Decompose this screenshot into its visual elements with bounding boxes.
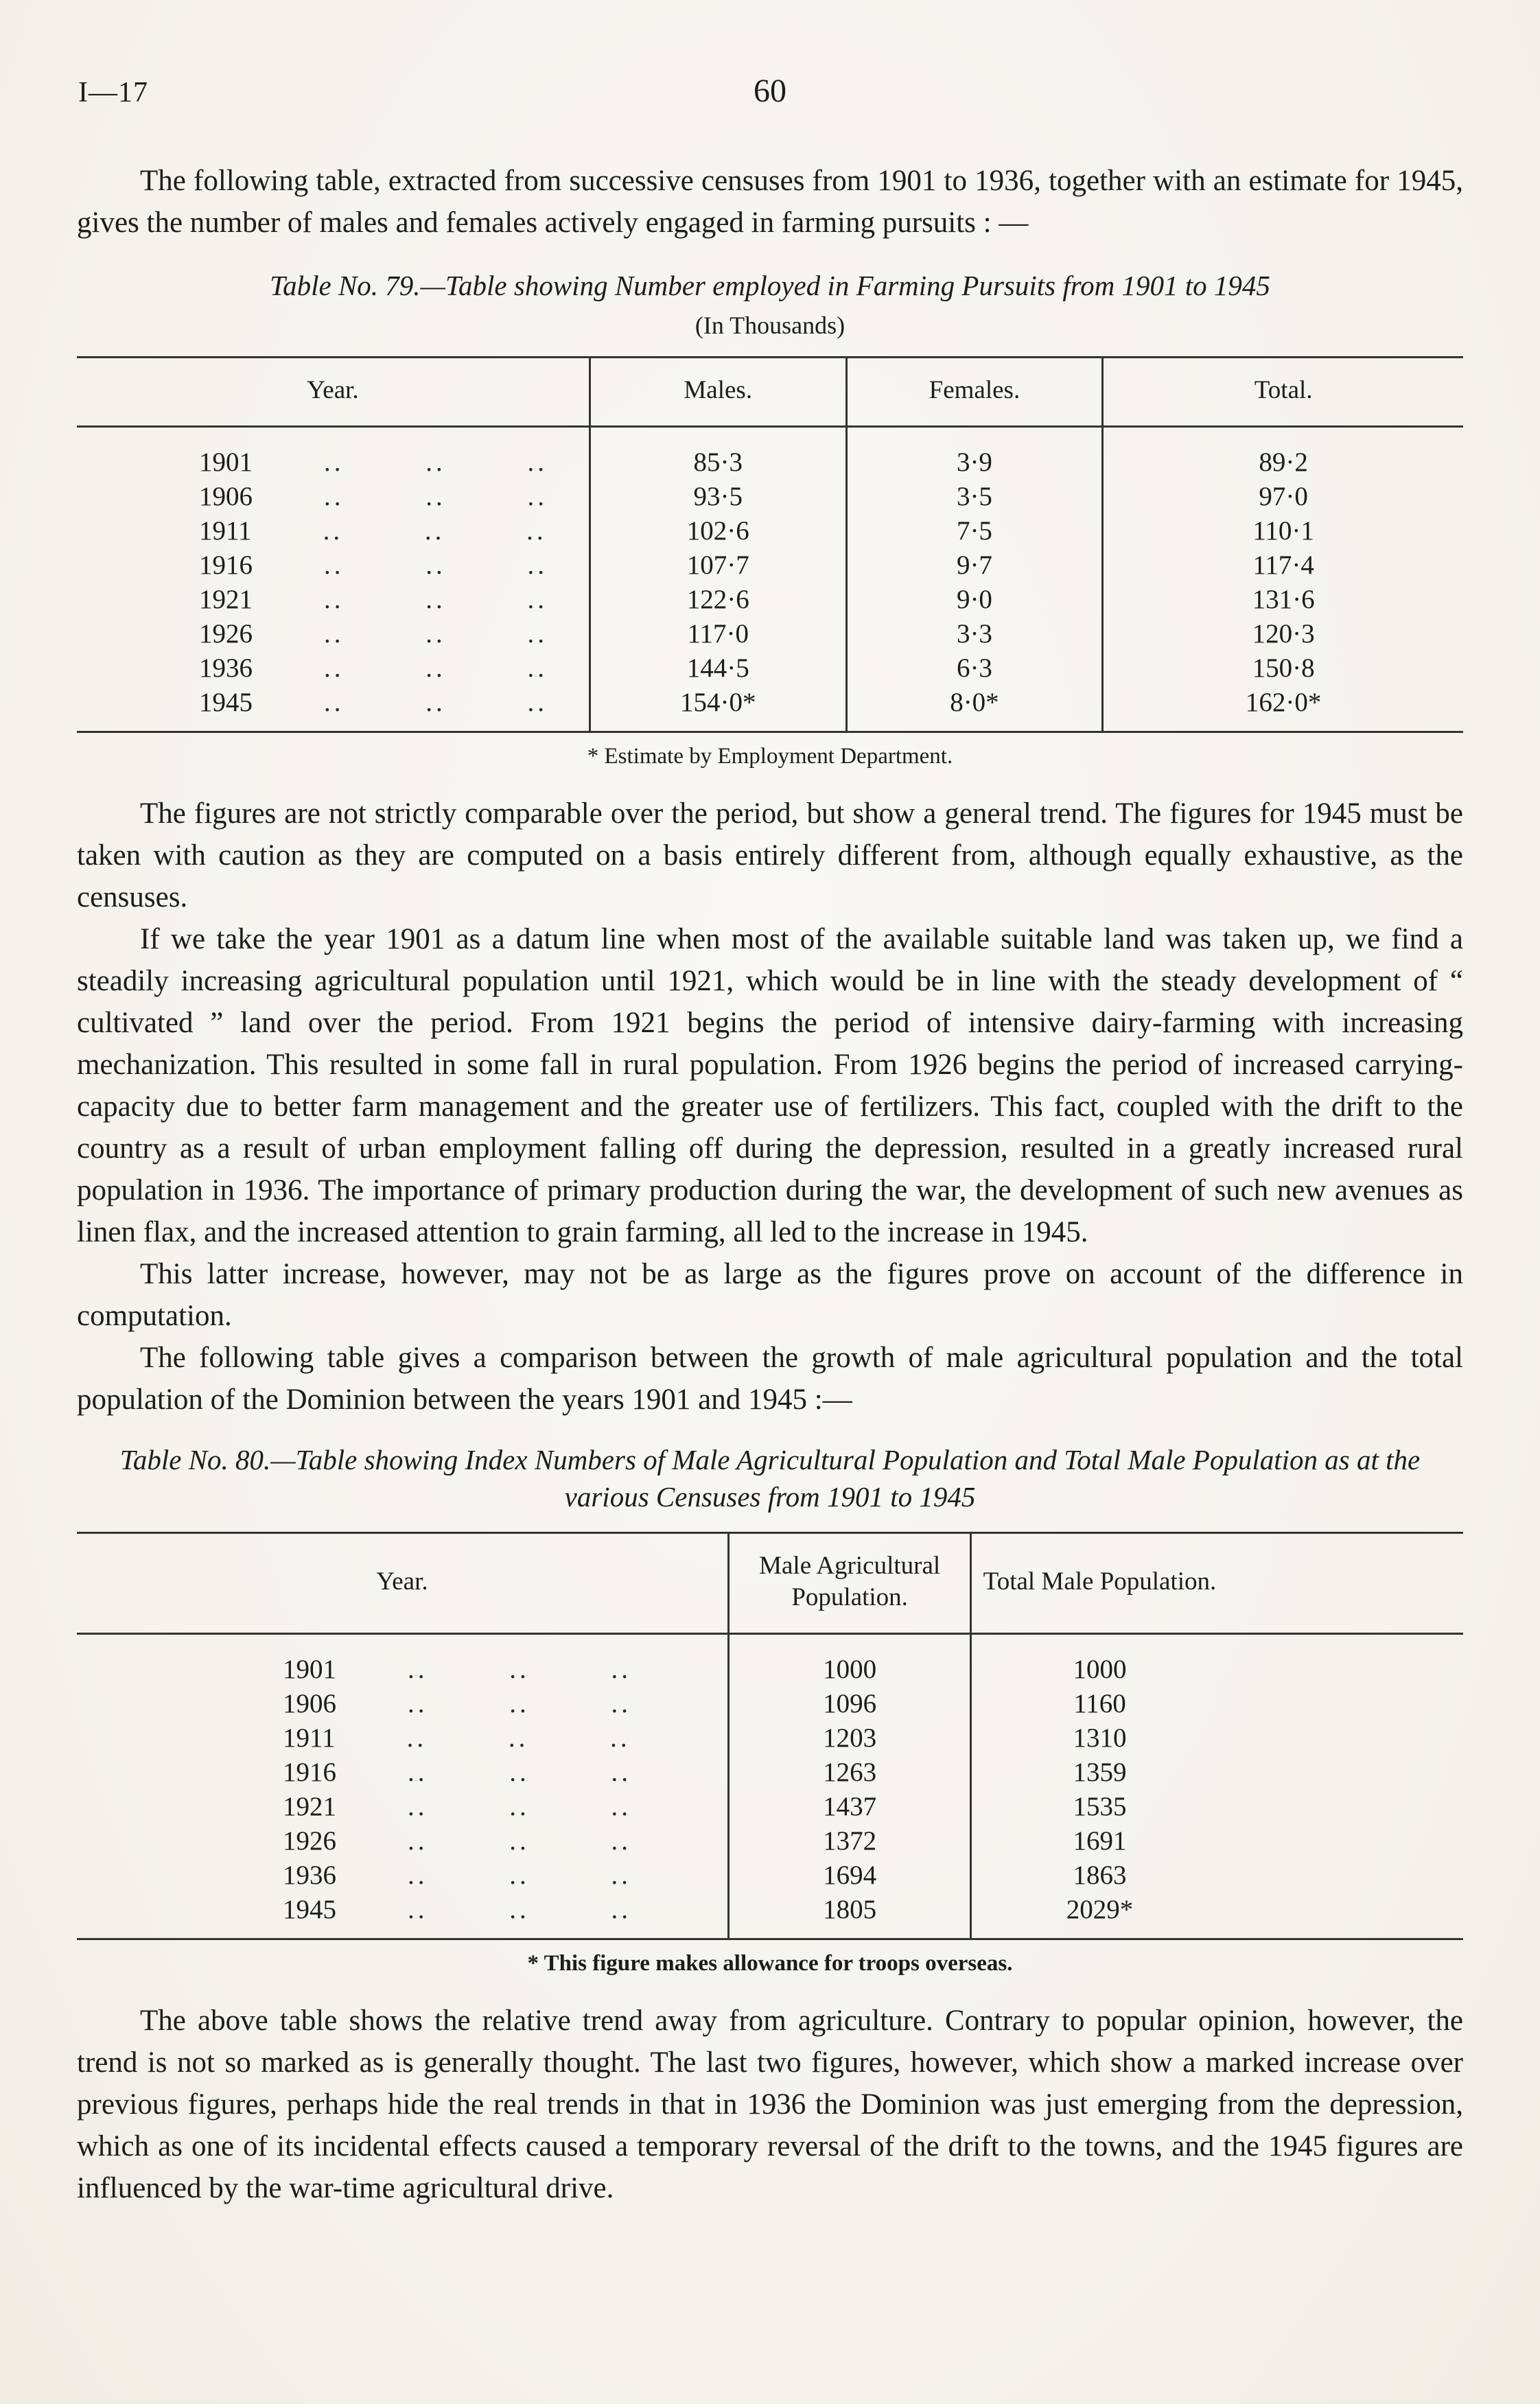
dot-leader: .. .. .. (323, 516, 547, 546)
table-row (77, 1893, 1463, 1939)
dot-leader: .. .. .. (324, 619, 548, 649)
males-cell: 144·5 (590, 651, 846, 686)
males-cell: 117·0 (590, 617, 846, 651)
table-row (77, 514, 1463, 548)
females-cell: 6·3 (846, 651, 1103, 686)
table-row (77, 480, 1463, 514)
table79-units: (In Thousands) (695, 312, 845, 339)
column-header-year: Year. (77, 1533, 728, 1634)
table-row (77, 617, 1463, 651)
table80-footnote: * This figure makes allowance for troops overseas. (527, 1951, 1013, 1976)
agricultural-population-cell: 1437 (728, 1790, 971, 1824)
total-cell: 120·3 (1103, 617, 1463, 651)
year-cell: 1936 .. .. .. (199, 653, 548, 683)
dot-leader: .. .. .. (324, 585, 548, 614)
total-cell: 162·0* (1103, 686, 1463, 732)
total-cell: 131·6 (1103, 583, 1463, 617)
table-80 (77, 1532, 1463, 1940)
dot-leader: .. .. .. (324, 482, 548, 511)
spacer-cell (1228, 1687, 1463, 1721)
total-cell: 97·0 (1103, 480, 1463, 514)
males-cell: 107·7 (590, 548, 846, 583)
paragraph-caveat: This latter increase, however, may not be as large as the figures prove on account of the difference in computation. (77, 1258, 1463, 1332)
year-cell: 1936 .. .. .. (283, 1860, 631, 1890)
table-header-row (77, 1533, 1463, 1634)
table-row (77, 427, 1463, 480)
males-cell: 154·0* (590, 686, 846, 732)
table-row (77, 548, 1463, 583)
table-header-row (77, 358, 1463, 427)
total-cell: 117·4 (1103, 548, 1463, 583)
agricultural-population-cell: 1694 (728, 1858, 971, 1893)
females-cell: 7·5 (846, 514, 1103, 548)
column-header-total: Total. (1103, 358, 1463, 427)
table-row (77, 583, 1463, 617)
column-header-females: Females. (846, 358, 1103, 427)
dot-leader: .. .. .. (408, 1792, 631, 1821)
year-cell: 1921 .. .. .. (283, 1792, 631, 1821)
spacer-header-cell (1228, 1533, 1463, 1634)
year-cell: 1916 .. .. .. (283, 1758, 631, 1787)
page-number: 60 (754, 73, 786, 109)
total-population-cell: 1691 (971, 1824, 1228, 1858)
total-population-cell: 1000 (971, 1634, 1228, 1688)
spacer-cell (1228, 1824, 1463, 1858)
dot-leader: .. .. .. (324, 688, 548, 717)
table-row (77, 1687, 1463, 1721)
dot-leader: .. .. .. (408, 1758, 631, 1787)
females-cell: 3·9 (846, 427, 1103, 480)
males-cell: 85·3 (590, 427, 846, 480)
total-cell: 150·8 (1103, 651, 1463, 686)
page-header (77, 72, 1463, 116)
agricultural-population-cell: 1805 (728, 1893, 971, 1939)
table-row (77, 1858, 1463, 1893)
year-cell: 1906 .. .. .. (199, 482, 548, 511)
total-population-cell: 1310 (971, 1721, 1228, 1755)
dot-leader: .. .. .. (408, 1655, 631, 1684)
total-cell: 110·1 (1103, 514, 1463, 548)
year-cell: 1901 .. .. .. (199, 447, 548, 477)
dot-leader: .. .. .. (324, 447, 548, 477)
dot-leader: .. .. .. (408, 1860, 631, 1890)
total-cell: 89·2 (1103, 427, 1463, 480)
table79-header (77, 358, 1463, 427)
agricultural-population-cell: 1372 (728, 1824, 971, 1858)
year-cell: 1901 .. .. .. (283, 1655, 631, 1684)
dot-leader: .. .. .. (324, 653, 548, 683)
year-cell: 1921 .. .. .. (199, 585, 548, 614)
paragraph-trend-analysis: If we take the year 1901 as a datum line when most of the available suitable land was taken up, we find a steadily increasing agricultural population until 1921, which would be in line with the steady development of “ cultivated ” land over the period. From 1921 begins the period of intensive dairy-farming with increasing mechanization. This resulted in some fall in rural population. From 1926 begins the period of increased carrying-capacity due to better farm management and the greater use of fertilizers. This fact, coupled with the drift to the country as a result of urban employment falling off during the depression, resulted in a greatly increased rural population in 1936. The importance of primary production during the war, the development of such new avenues as linen flax, and the increased attention to grain farming, all led to the increase in 1945. (77, 923, 1463, 1248)
year-cell: 1945 .. .. .. (283, 1895, 631, 1924)
year-cell: 1945 .. .. .. (199, 688, 548, 717)
agricultural-population-cell: 1096 (728, 1687, 971, 1721)
spacer-cell (1228, 1893, 1463, 1939)
column-header-total-male-population: Total Male Population. (971, 1533, 1228, 1634)
agricultural-population-cell: 1263 (728, 1755, 971, 1790)
females-cell: 8·0* (846, 686, 1103, 732)
dot-leader: .. .. .. (408, 1895, 631, 1924)
males-cell: 102·6 (590, 514, 846, 548)
dot-leader: .. .. .. (408, 1826, 631, 1856)
table-row (77, 686, 1463, 732)
dot-leader: .. .. .. (406, 1723, 631, 1753)
paragraph-intro: The following table, extracted from successive censuses from 1901 to 1936, together with an estimate for 1945, gives the number of males and females actively engaged in farming pursuits : — (77, 165, 1463, 239)
year-cell: 1911 .. .. .. (199, 516, 547, 546)
year-cell: 1916 .. .. .. (199, 550, 548, 580)
spacer-cell (1228, 1634, 1463, 1688)
table-row (77, 1634, 1463, 1688)
paragraph-closing: The above table shows the relative trend away from agriculture. Contrary to popular opinion, however, the trend is not so marked as is generally thought. The last two figures, however, which show a marked increase over previous figures, perhaps hide the real trends in that in 1936 the Dominion was just emerging from the depression, which as one of its incidental effects caused a temporary reversal of the drift to the towns, and the 1945 figures are influenced by the war-time agricultural drive. (77, 2005, 1463, 2204)
table-row (77, 651, 1463, 686)
year-cell: 1926 .. .. .. (283, 1826, 631, 1856)
column-header-male-agricultural-population: Male Agricultural Population. (728, 1533, 971, 1634)
year-cell: 1906 .. .. .. (283, 1689, 631, 1718)
males-cell: 122·6 (590, 583, 846, 617)
females-cell: 9·7 (846, 548, 1103, 583)
table79-caption: Table No. 79.—Table showing Number employed in Farming Pursuits from 1901 to 1945 (270, 270, 1270, 301)
spacer-cell (1228, 1721, 1463, 1755)
spacer-cell (1228, 1858, 1463, 1893)
females-cell: 3·5 (846, 480, 1103, 514)
table-row (77, 1790, 1463, 1824)
agricultural-population-cell: 1203 (728, 1721, 971, 1755)
total-population-cell: 1863 (971, 1858, 1228, 1893)
spacer-cell (1228, 1755, 1463, 1790)
dot-leader: .. .. .. (408, 1689, 631, 1718)
paragraph-table80-intro: The following table gives a comparison between the growth of male agricultural population and the total population of the Dominion between the years 1901 and 1945 :— (77, 1342, 1463, 1416)
year-cell: 1911 .. .. .. (283, 1723, 631, 1753)
table-row (77, 1824, 1463, 1858)
agricultural-population-cell: 1000 (728, 1634, 971, 1688)
paragraph-comparability: The figures are not strictly comparable over the period, but show a general trend. The figures for 1945 must be taken with caution as they are computed on a basis entirely different from, although equally exhaustive, as the censuses. (77, 797, 1463, 913)
total-population-cell: 2029* (971, 1893, 1228, 1939)
table-79 (77, 356, 1463, 733)
females-cell: 9·0 (846, 583, 1103, 617)
table-row (77, 1721, 1463, 1755)
table80-header (77, 1533, 1463, 1634)
year-cell: 1926 .. .. .. (199, 619, 548, 649)
males-cell: 93·5 (590, 480, 846, 514)
total-population-cell: 1359 (971, 1755, 1228, 1790)
column-header-year: Year. (77, 358, 590, 427)
total-population-cell: 1535 (971, 1790, 1228, 1824)
females-cell: 3·3 (846, 617, 1103, 651)
table-row (77, 1755, 1463, 1790)
total-population-cell: 1160 (971, 1687, 1228, 1721)
table79-footnote: * Estimate by Employment Department. (587, 744, 953, 769)
table80-caption: Table No. 80.—Table showing Index Numbers of Male Agricultural Population and Total Male Population as at the various Censuses from 1901 to 1945 (119, 1444, 1421, 1513)
column-header-males: Males. (590, 358, 846, 427)
section-reference: I—17 (78, 77, 148, 108)
spacer-cell (1228, 1790, 1463, 1824)
dot-leader: .. .. .. (324, 550, 548, 580)
